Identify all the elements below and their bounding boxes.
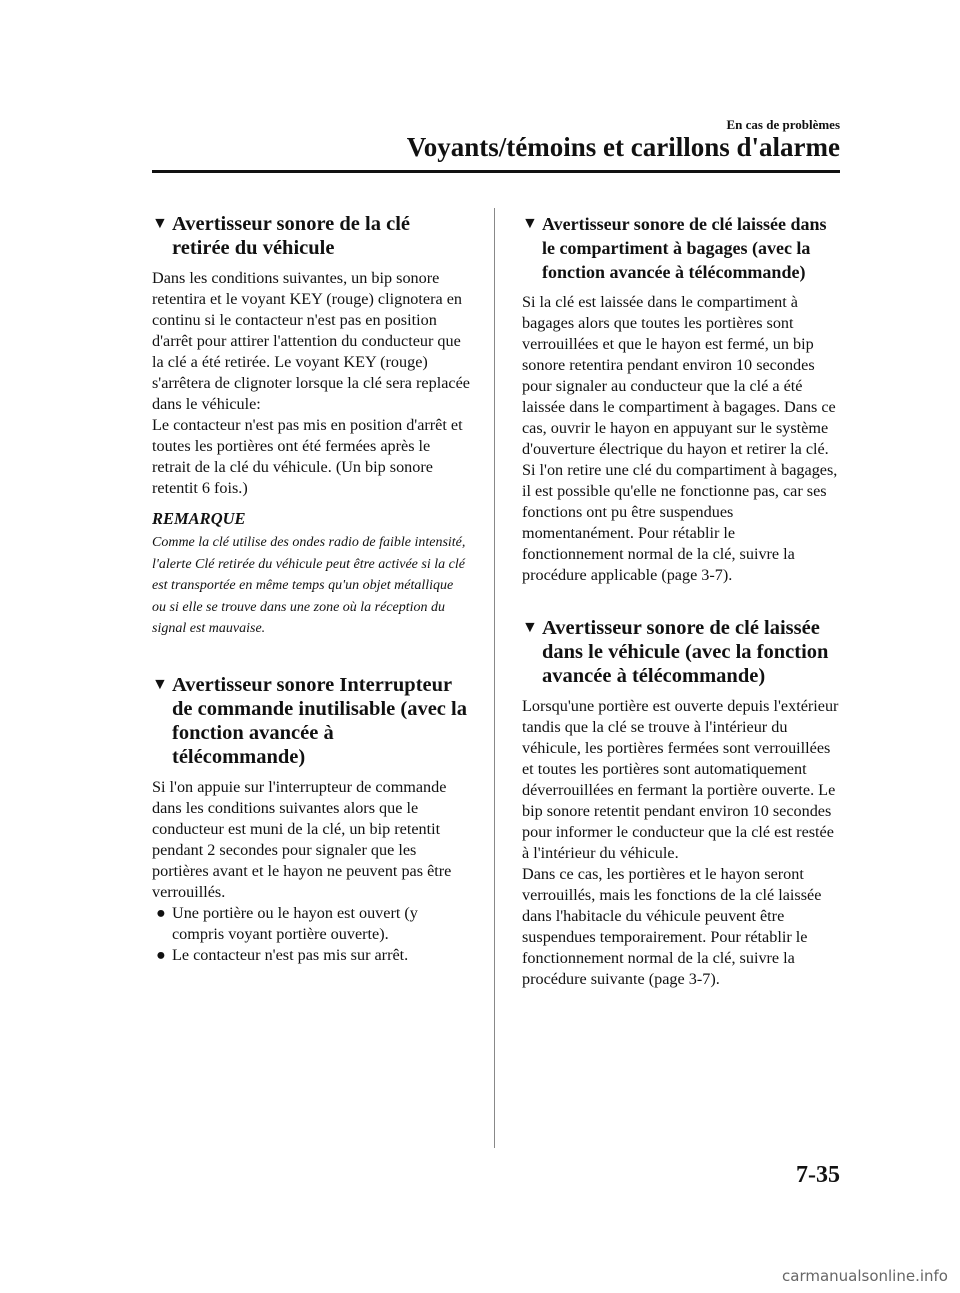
heading-text: Avertisseur sonore de la clé retirée du véhicule <box>172 213 410 259</box>
list-item: ● Une portière ou le hayon est ouvert (y compris voyant portière ouverte). <box>156 903 418 943</box>
paragraph: Lorsqu'une portière est ouverte depuis l'extérieur tandis que la clé se trouve à l'intérieur du véhicule, les portières fermées sont verrouillées et toutes les portières sont automatiquement déverrouillées en fermant la portière ouverte. Le bip sonore retentit pendant environ 10 secondes pour informer le conducteur que la clé est restée à l'intérieur du véhicule. <box>522 697 839 862</box>
heading-key-removed <box>152 212 470 260</box>
triangle-icon: ▼ <box>522 215 538 232</box>
list-item: ● Le contacteur n'est pas mis sur arrêt. <box>156 945 409 964</box>
heading-key-in-luggage <box>522 212 840 284</box>
section-label: En cas de problèmes <box>726 117 840 132</box>
heading-key-in-vehicle <box>522 616 840 688</box>
paragraph: Si la clé est laissée dans le compartiment à bagages alors que toutes les portières sont verrouillées et que le hayon est fermé, un bip sonore retentira pendant environ 10 secondes pour signaler au conducteur que la clé a été laissée dans le compartiment à bagages. Dans ce cas, ouvrir le hayon en appuyant sur le système d'ouverture électrique du hayon et retirer la clé. Si l'on retire une clé du compartiment à bagages, il est possible qu'elle ne fonctionne pas, car ses fonctions ont pu être suspendues momentanément. Pour rétablir le fonctionnement normal de la clé, suivre la procédure applicable (page 3-7). <box>522 293 838 584</box>
right-column <box>522 212 840 990</box>
bullet-icon: ● <box>156 903 166 922</box>
page-number: 7-35 <box>796 1162 840 1188</box>
header-rule <box>152 170 840 173</box>
note-text: Comme la clé utilise des ondes radio de faible intensité, l'alerte Clé retirée du véhicule peut être activée si la clé est transportée en même temps qu'un objet métallique ou si elle se trouve dans une zone où la réception du signal est mauvaise. <box>152 535 466 637</box>
condition-list <box>152 903 470 966</box>
triangle-icon: ▼ <box>152 215 168 232</box>
note-title: REMARQUE <box>152 509 246 528</box>
left-column <box>152 212 470 966</box>
paragraph: Dans les conditions suivantes, un bip sonore retentira et le voyant KEY (rouge) clignotera en continu si le contacteur n'est pas en position d'arrêt pour attirer l'attention du conducteur que la clé a été retirée. Le voyant KEY (rouge) s'arrêtera de clignoter lorsque la clé sera replacée dans le véhicule: <box>152 269 470 413</box>
paragraph: Le contacteur n'est pas mis en position d'arrêt et toutes les portières ont été fermées après le retrait de la clé du véhicule. (Un bip sonore retentit 6 fois.) <box>152 416 463 497</box>
paragraph: Dans ce cas, les portières et le hayon seront verrouillés, mais les fonctions de la clé laissée dans l'habitacle du véhicule peuvent être suspendues temporairement. Pour rétablir le fonctionnement normal de la clé, suivre la procédure suivante (page 3-7). <box>522 865 822 988</box>
heading-switch-inoperable <box>152 673 470 769</box>
page-title: Voyants/témoins et carillons d'alarme <box>406 132 840 162</box>
triangle-icon: ▼ <box>152 675 168 693</box>
paragraph: Si l'on appuie sur l'interrupteur de commande dans les conditions suivantes alors que le conducteur est muni de la clé, un bip retentit pendant 2 secondes pour signaler que les portières avant et le hayon ne peuvent pas être verrouillés. <box>152 777 452 901</box>
watermark: carmanualsonline.info <box>782 1267 948 1285</box>
heading-text: Avertisseur sonore de clé laissée dans le véhicule (avec la fonction avancée à télécommande) <box>542 617 829 687</box>
heading-text: Avertisseur sonore Interrupteur de commande inutilisable (avec la fonction avancée à télécommande) <box>172 673 467 768</box>
triangle-icon: ▼ <box>522 619 538 636</box>
heading-text: Avertisseur sonore de clé laissée dans le compartiment à bagages (avec la fonction avancée à télécommande) <box>542 214 827 282</box>
bullet-icon: ● <box>156 945 166 964</box>
column-divider <box>494 208 495 1148</box>
